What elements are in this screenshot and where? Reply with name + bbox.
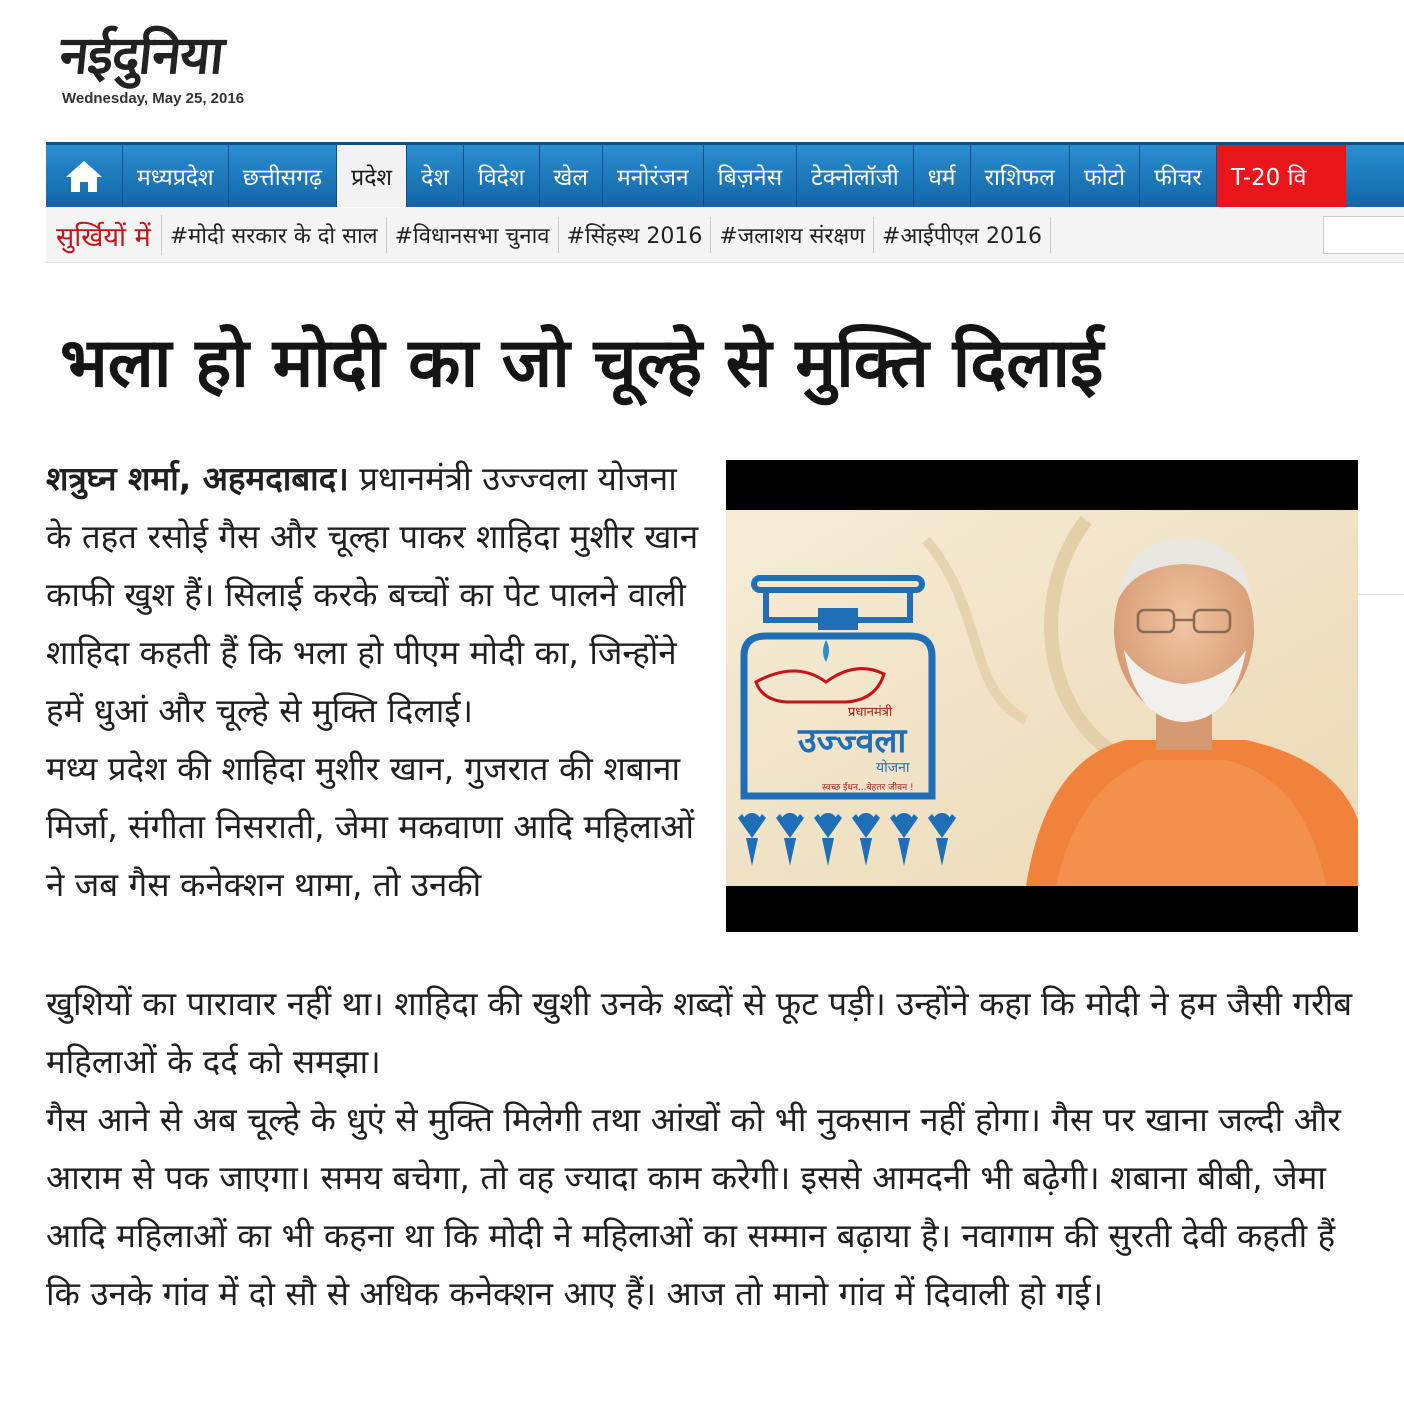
nav-item-chhattisgarh[interactable]: छत्तीसगढ़ bbox=[229, 145, 337, 207]
trending-tag[interactable]: #सिंहस्थ 2016 bbox=[559, 217, 712, 253]
nav-item-madhya-pradesh[interactable]: मध्यप्रदेश bbox=[123, 145, 229, 207]
nav-item-manoranjan[interactable]: मनोरंजन bbox=[603, 145, 704, 207]
trending-tag[interactable]: #विधानसभा चुनाव bbox=[387, 217, 559, 253]
article-body-left bbox=[46, 450, 706, 914]
trending-bar bbox=[46, 208, 1404, 263]
article-paragraph: खुशियों का पारावार नहीं था। शाहिदा की खुशी उनके शब्दों से फूट पड़ी। उन्होंने कहा कि मोदी ने हम जैसी गरीब महिलाओं के दर्द को समझा। bbox=[46, 984, 1353, 1081]
logo-tagline: स्वच्छ ईंधन...बेहतर जीवन ! bbox=[822, 783, 914, 793]
trending-tag[interactable]: #जलाशय संरक्षण bbox=[711, 217, 874, 253]
trending-tag[interactable]: #आईपीएल 2016 bbox=[874, 217, 1051, 253]
nav-item-technology[interactable]: टेक्नोलॉजी bbox=[797, 145, 914, 207]
trending-tag[interactable]: #मोदी सरकार के दो साल bbox=[162, 217, 387, 253]
search-input[interactable] bbox=[1323, 216, 1404, 254]
nav-item-rashifal[interactable]: राशिफल bbox=[971, 145, 1070, 207]
nav-item-business[interactable]: बिज़नेस bbox=[704, 145, 797, 207]
article-paragraph bbox=[46, 450, 706, 740]
nav-item-dharm[interactable]: धर्म bbox=[914, 145, 971, 207]
nav-item-feature[interactable]: फीचर bbox=[1140, 145, 1217, 207]
paragraph-text: प्रधानमंत्री उज्ज्वला योजना के तहत रसोई गैस और चूल्हा पाकर शाहिदा मुशीर खान काफी खुश हैं। सिलाई करके बच्चों का पेट पालने वाली शाहिदा कहती हैं कि भला हो पीएम मोदी का, जिन्होंने हमें धुआं और चूल्हे से मुक्ति दिलाई। bbox=[46, 459, 699, 730]
home-icon bbox=[64, 158, 104, 194]
nav-item-khel[interactable]: खेल bbox=[540, 145, 603, 207]
nav-item-videsh[interactable]: विदेश bbox=[464, 145, 540, 207]
article-byline: शत्रुघ्न शर्मा, अहमदाबाद। bbox=[46, 459, 349, 498]
site-logo[interactable]: नईदुनिया bbox=[56, 26, 227, 86]
divider bbox=[1358, 594, 1404, 595]
logo-main-text: उज्ज्वला bbox=[798, 721, 907, 761]
ujjwala-poster bbox=[726, 460, 1358, 932]
nav-item-pradesh[interactable]: प्रदेश bbox=[337, 145, 407, 207]
logo-sub-text: योजना bbox=[876, 760, 910, 776]
date-line: Wednesday, May 25, 2016 bbox=[62, 90, 245, 107]
trending-label: सुर्खियों में bbox=[46, 215, 162, 255]
article-paragraph: गैस आने से अब चूल्हे के धुएं से मुक्ति मिलेगी तथा आंखों को भी नुकसान नहीं होगा। गैस पर खाना जल्दी और आराम से पक जाएगा। समय बचेगा, तो वह ज्यादा काम करेगी। इससे आमदनी भी बढ़ेगी। शबाना बीबी, जेमा आदि महिलाओं का भी कहना था कि मोदी ने महिलाओं का सम्मान बढ़ाया है। नवागाम की सुरती देवी कहती हैं कि उनके गांव में दो सौ से अधिक कनेक्शन आए हैं। आज तो मानो गांव में दिवाली हो गई। bbox=[46, 1100, 1341, 1313]
nav-home-button[interactable] bbox=[46, 145, 123, 207]
main-nav bbox=[46, 142, 1404, 207]
logo-small-text: प्रधानमंत्री bbox=[848, 705, 893, 720]
article-body-full bbox=[46, 975, 1376, 1323]
nav-item-photo[interactable]: फोटो bbox=[1070, 145, 1140, 207]
article-headline: भला हो मोदी का जो चूल्हे से मुक्ति दिलाई bbox=[60, 324, 1104, 403]
article-image[interactable] bbox=[726, 460, 1358, 932]
nav-item-desh[interactable]: देश bbox=[407, 145, 464, 207]
article-paragraph: मध्य प्रदेश की शाहिदा मुशीर खान, गुजरात की शबाना मिर्जा, संगीता निसराती, जेमा मकवाणा आदि महिलाओं ने जब गैस कनेक्शन थामा, तो उनकी bbox=[46, 749, 694, 904]
nav-item-t20[interactable]: T-20 वि bbox=[1217, 145, 1347, 207]
